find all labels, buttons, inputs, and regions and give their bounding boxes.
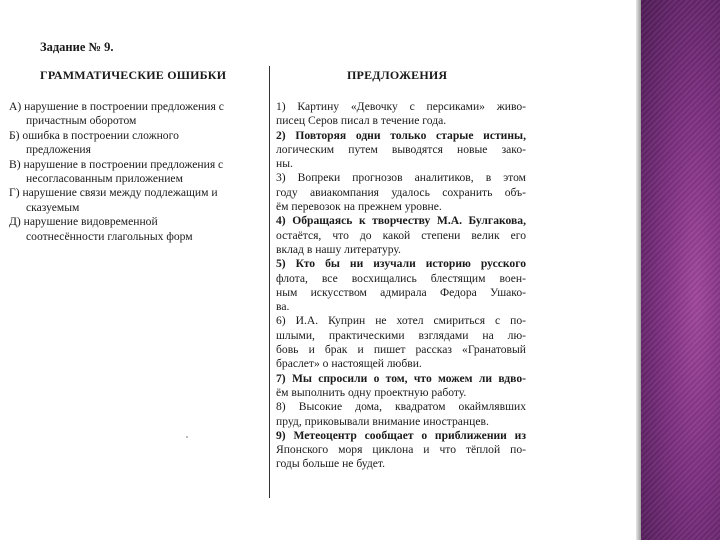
sentence-line: ём выполнить одну проектную работу. — [276, 385, 467, 399]
sentence-line: 3) Вопреки прогнозов аналитиков, в этом — [276, 171, 526, 185]
sentence-line: 7) Мы спросили о том, что можем ли вдво- — [276, 371, 526, 385]
task-title: Задание № 9. — [40, 40, 114, 54]
sentence-line: 9) Метеоцентр сообщает о приближении из — [276, 428, 526, 442]
error-item-line: соотнесённости глагольных форм — [26, 229, 193, 243]
error-item-line: В) нарушение в построении предложения с — [9, 157, 224, 171]
sentence-line: 4) Обращаясь к творчеству М.А. Булгакова, — [276, 214, 526, 228]
sentence-line: году авиакомпания удалось сохранить объ- — [276, 185, 526, 199]
sentence-line: вклад в нашу литературу. — [276, 242, 401, 256]
sentences-text — [276, 100, 526, 472]
error-item-a — [9, 100, 261, 129]
sentence-line: 5) Кто бы ни изучали историю русского — [276, 257, 526, 271]
sentence-line: годы больше не будет. — [276, 457, 386, 471]
column-divider — [269, 66, 270, 498]
sentence-line: Японского моря циклона и что тёплой по- — [276, 443, 526, 457]
error-item-d — [9, 215, 261, 244]
error-item-line: сказуемым — [26, 200, 80, 214]
error-item-line: Д) нарушение видовременной — [9, 215, 158, 229]
scan-speck — [186, 436, 188, 438]
error-item-line: предложения — [26, 143, 91, 157]
error-item-line: несогласованным приложением — [26, 172, 183, 186]
sentence-line: остаётся, что до какой степени велик его — [276, 228, 526, 242]
sentence-line: флота, все восхищались блестящим воен- — [276, 271, 526, 285]
error-item-line: Г) нарушение связи между подлежащим и — [9, 186, 218, 200]
error-item-line: Б) ошибка в построении сложного — [9, 128, 179, 142]
error-item-g — [9, 186, 261, 215]
sentence-line: бовь и брак и пишет рассказ «Гранатовый — [276, 343, 526, 357]
decorative-purple-panel — [641, 0, 720, 540]
sentence-line: ём перевозок на прежнем уровне. — [276, 200, 442, 214]
sentence-line: пруд, приковывали внимание иностранцев. — [276, 414, 489, 428]
sentence-line: браслет» о настоящей любви. — [276, 357, 422, 371]
error-item-v — [9, 158, 261, 187]
error-item-b — [9, 129, 261, 158]
sentence-line: 2) Повторяя одни только старые истины, — [276, 128, 526, 142]
sentence-line: 1) Картину «Девочку с персиками» живо- — [276, 100, 526, 113]
errors-list — [9, 100, 261, 244]
sentence-line: ным искусством адмирала Федора Ушако- — [276, 285, 526, 299]
column-header-errors: ГРАММАТИЧЕСКИЕ ОШИБКИ — [40, 68, 227, 82]
sentence-line: шлыми, практическими взглядами на лю- — [276, 328, 526, 342]
sentence-line: 6) И.А. Куприн не хотел смириться с по- — [276, 314, 526, 328]
sentence-line: логическим путем выводятся новые зако- — [276, 142, 526, 156]
sentence-line: ва. — [276, 300, 290, 314]
column-header-sentences: ПРЕДЛОЖЕНИЯ — [347, 68, 448, 82]
sentence-line: писец Серов писал в течение года. — [276, 114, 447, 128]
error-item-line: причастным оборотом — [26, 114, 137, 128]
error-item-line: А) нарушение в построении предложения с — [9, 100, 224, 113]
sentence-line: 8) Высокие дома, квадратом окаймлявших — [276, 400, 526, 414]
sentence-line: ны. — [276, 157, 293, 171]
